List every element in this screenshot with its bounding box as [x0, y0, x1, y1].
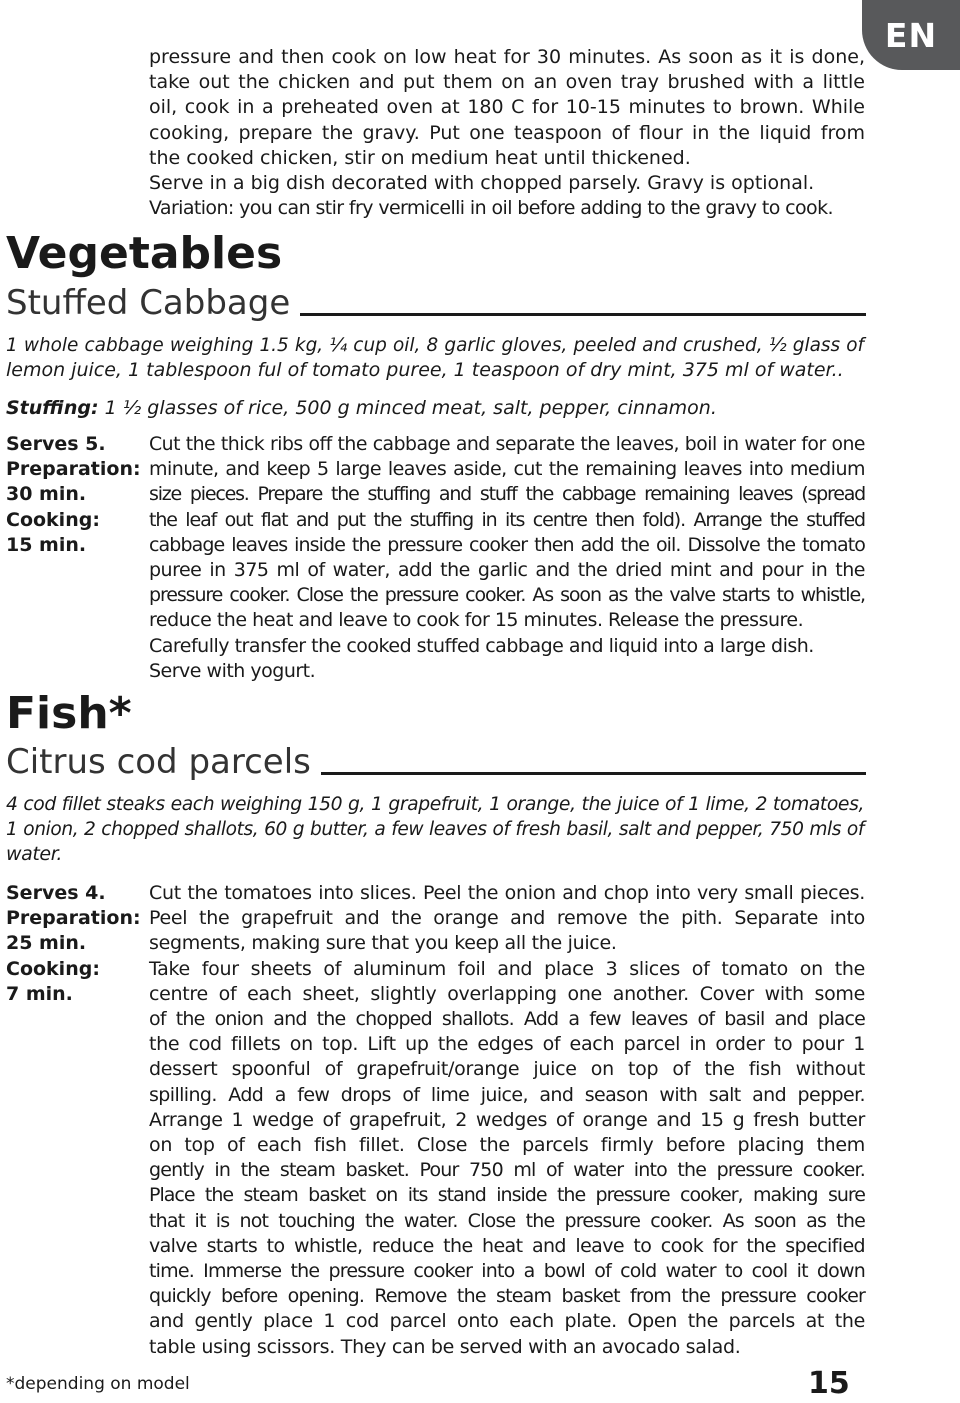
preparation-label: Preparation: [6, 458, 141, 481]
method-line: valve starts to whistle, reduce the heat and leave to cook for the specified [149, 1234, 865, 1257]
preparation-time: 30 min. [6, 483, 87, 506]
method-line: Cut the tomatoes into slices. Peel the onion and chop into very small pieces. [149, 882, 865, 904]
method-line: minute, and keep 5 large leaves aside, cut the remaining leaves into medium [149, 458, 865, 481]
method-line: Carefully transfer the cooked stuffed cabbage and liquid into a large dish. [149, 634, 814, 657]
method-line: the leaf out flat and put the stuffing in its centre then fold). Arrange the stuffed [149, 508, 865, 531]
intro-line: take out the chicken and put them on an oven tray brushed with a little [149, 71, 865, 94]
footnote: *depending on model [6, 1374, 190, 1394]
cooking-label: Cooking: [6, 508, 100, 531]
intro-line: the cooked chicken, stir on medium heat until thickened. [149, 146, 691, 169]
stuffed-cabbage-meta [6, 432, 141, 558]
method-line: quickly before opening. Remove the steam basket from the pressure cooker [149, 1285, 865, 1308]
citrus-cod-method [149, 881, 865, 1360]
preparation-label: Preparation: [6, 907, 141, 930]
cooking-time: 15 min. [6, 533, 87, 556]
intro-line: Serve in a big dish decorated with chopped parsely. Gravy is optional. [149, 172, 815, 195]
method-line: centre of each sheet, slightly overlapping one another. Cover with some [149, 982, 865, 1005]
intro-line: Variation: you can stir fry vermicelli in oil before adding to the gravy to cook. [149, 197, 833, 220]
method-line: gently in the steam basket. Pour 750 ml of water into the pressure cooker. [149, 1159, 865, 1182]
intro-line: oil, cook in a preheated oven at 180 C for 10-15 minutes to brown. While [149, 96, 865, 119]
language-tab: EN [862, 0, 960, 70]
cooking-label: Cooking: [6, 957, 100, 980]
ingredients-line: 1 whole cabbage weighing 1.5 kg, ¼ cup oil, 8 garlic gloves, peeled and crushed, ½ glass of [6, 335, 864, 356]
stuffed-cabbage-stuffing [6, 396, 864, 421]
method-line: dessert spoonful of grapefruit/orange juice on top of the fish without [149, 1058, 865, 1081]
method-line: puree in 375 ml of water, add the garlic and the dried mint and pour in the [149, 559, 865, 582]
method-line: Arrange 1 wedge of grapefruit, 2 wedges of orange and 15 g fresh butter [149, 1108, 865, 1131]
stuffing-label: Stuffing: [6, 397, 99, 419]
preparation-time: 25 min. [6, 932, 87, 955]
method-line: spilling. Add a few drops of lime juice, and season with salt and pepper. [149, 1083, 865, 1106]
serves-label: Serves 4. [6, 882, 106, 904]
method-line: Cut the thick ribs off the cabbage and separate the leaves, boil in water for one [149, 434, 865, 455]
method-line: that it is not touching the water. Close the pressure cooker. As soon as the [149, 1209, 865, 1232]
section-title-vegetables: Vegetables [6, 228, 283, 279]
ingredients-line: lemon juice, 1 tablespoon ful of tomato puree, 1 teaspoon of dry mint, 375 ml of water.. [6, 359, 844, 382]
stuffed-cabbage-ingredients [6, 333, 864, 383]
method-line: and gently place 1 cod parcel onto each plate. Open the parcels at the [149, 1310, 865, 1333]
method-line: Take four sheets of aluminum foil and place 3 slices of tomato on the [149, 957, 865, 980]
method-line: the cod fillets on top. Lift up the edges of each parcel in order to pour 1 [149, 1033, 865, 1056]
serves-label: Serves 5. [6, 433, 106, 455]
method-line: segments, making sure that you keep all the juice. [149, 932, 617, 955]
section-title-fish: Fish* [6, 688, 132, 739]
title-underline [300, 313, 866, 316]
method-line: table using scissors. They can be served with an avocado salad. [149, 1335, 741, 1358]
citrus-cod-meta [6, 881, 141, 1007]
recipe-title-stuffed-cabbage [6, 283, 866, 323]
page-number: 15 [808, 1366, 850, 1401]
intro-paragraph [149, 45, 865, 221]
method-line: Serve with yogurt. [149, 659, 316, 682]
recipe-title-text: Stuffed Cabbage [6, 283, 291, 323]
citrus-cod-ingredients [6, 792, 864, 868]
stuffed-cabbage-method [149, 432, 865, 684]
method-line: of the onion and the chopped shallots. Add a few leaves of basil and place [149, 1008, 865, 1031]
ingredients-line: 4 cod fillet steaks each weighing 150 g, 1 grapefruit, 1 orange, the juice of 1 lime, 2 tomatoes, [6, 794, 864, 815]
ingredients-line: 1 onion, 2 chopped shallots, 60 g butter, a few leaves of fresh basil, salt and pepper, 750 mls of [6, 819, 864, 841]
method-line: time. Immerse the pressure cooker into a bowl of cold water to cool it down [149, 1260, 865, 1283]
recipe-title-text: Citrus cod parcels [6, 742, 311, 782]
intro-line: cooking, prepare the gravy. Put one teaspoon of flour in the liquid from [149, 121, 865, 144]
method-line: Place the steam basket on its stand inside the pressure cooker, making sure [149, 1184, 865, 1207]
method-line: Peel the grapefruit and the orange and remove the pith. Separate into [149, 907, 865, 930]
method-line: size pieces. Prepare the stuffing and stuff the cabbage remaining leaves (spread [149, 483, 865, 506]
recipe-title-citrus-cod-parcels [6, 742, 866, 782]
method-line: pressure cooker. Close the pressure cooker. As soon as the valve starts to whistle, [149, 584, 865, 607]
intro-line: pressure and then cook on low heat for 30 minutes. As soon as it is done, [149, 46, 865, 68]
title-underline [321, 772, 866, 775]
method-line: reduce the heat and leave to cook for 15 minutes. Release the pressure. [149, 609, 804, 632]
ingredients-line: water. [6, 843, 63, 866]
stuffing-text: 1 ½ glasses of rice, 500 g minced meat, salt, pepper, cinnamon. [98, 397, 717, 419]
method-line: cabbage leaves inside the pressure cooker then add the oil. Dissolve the tomato [149, 533, 865, 556]
cooking-time: 7 min. [6, 982, 73, 1005]
method-line: on top of each fish fillet. Close the parcels firmly before placing them [149, 1134, 865, 1157]
